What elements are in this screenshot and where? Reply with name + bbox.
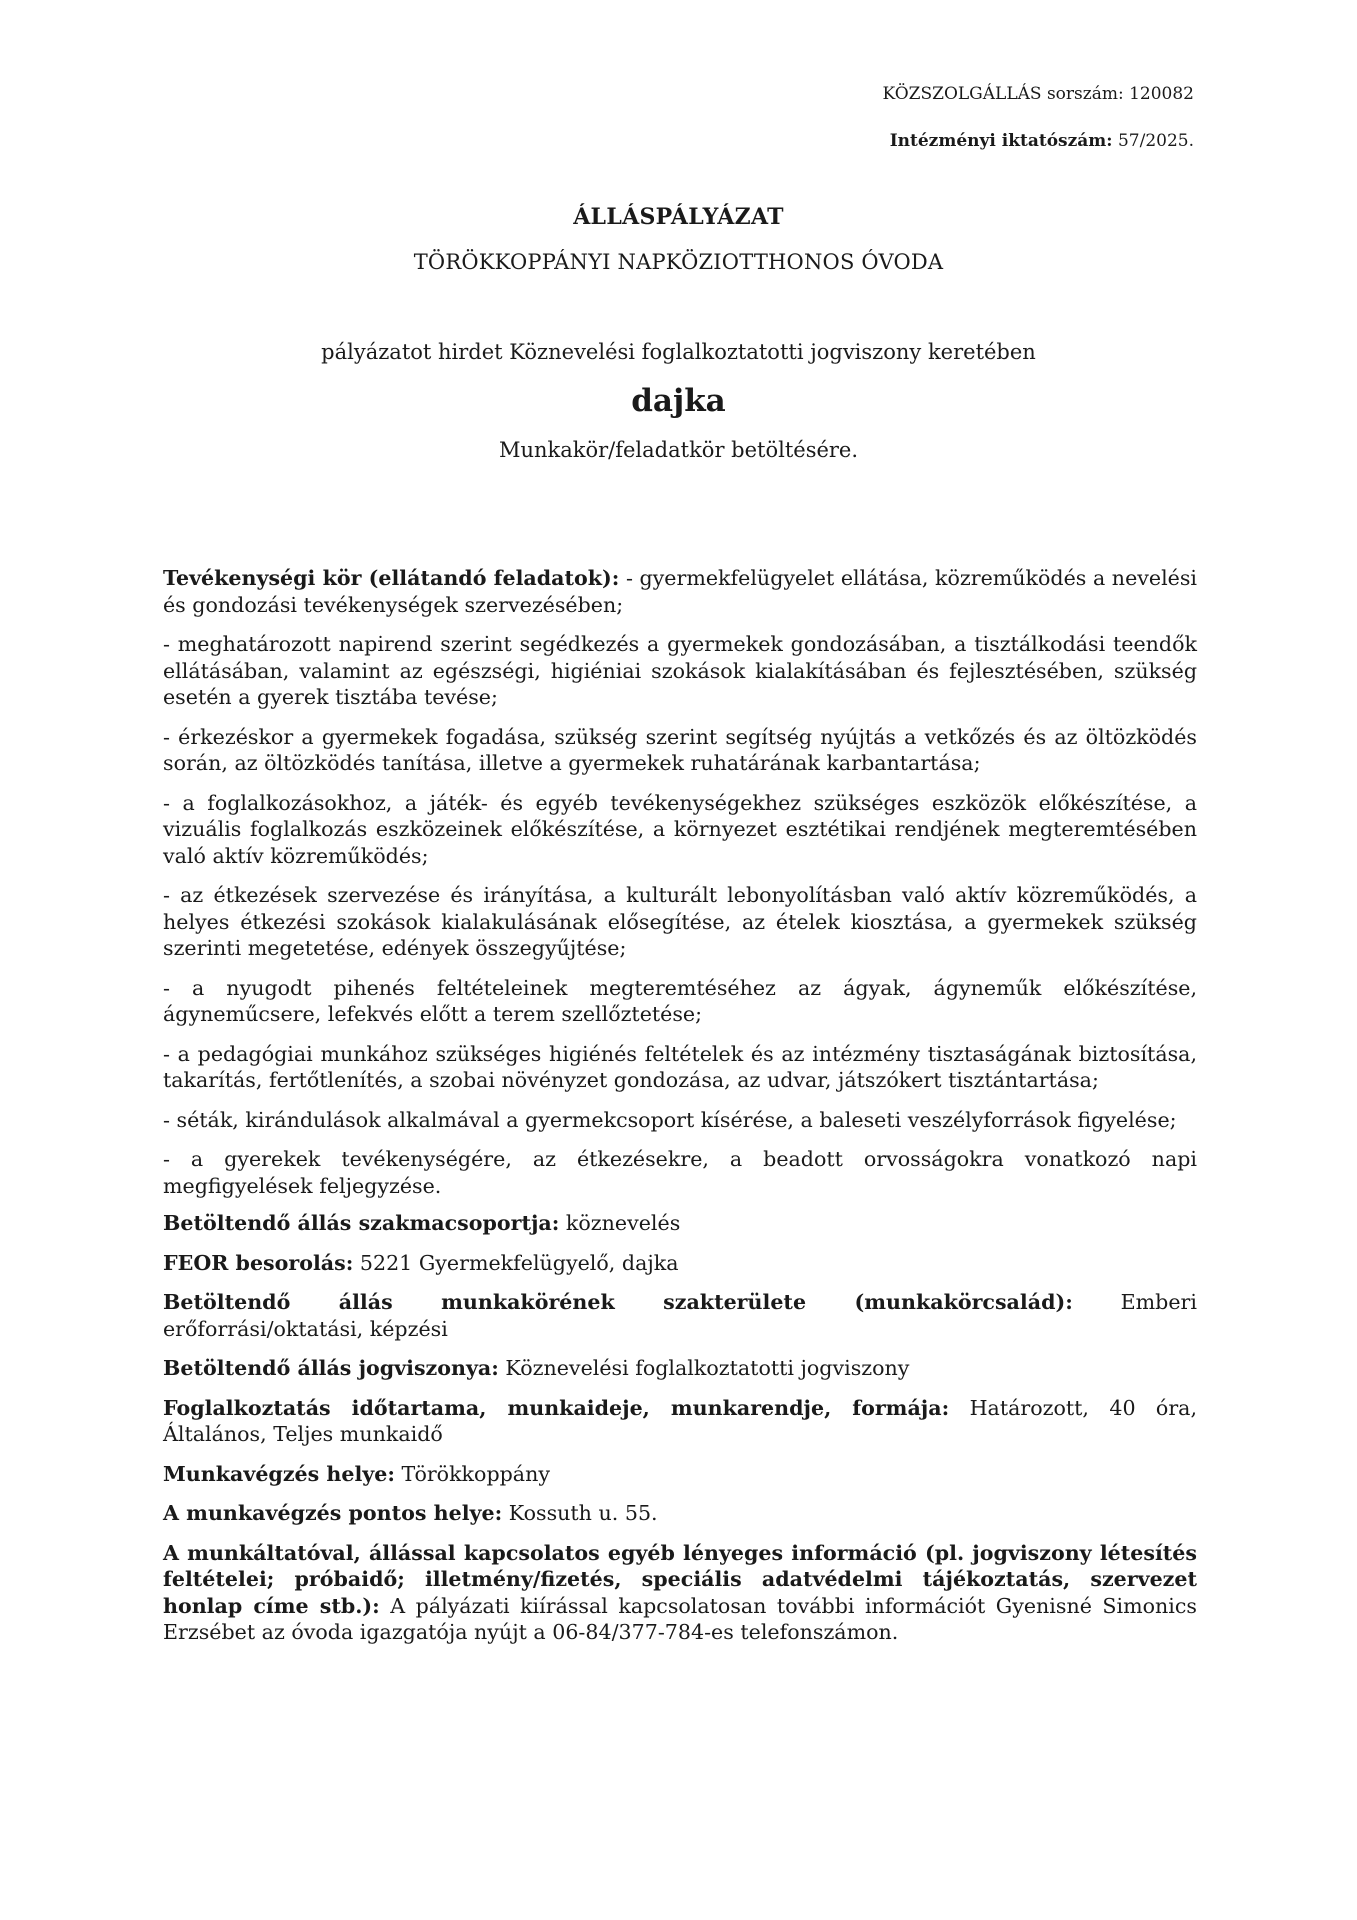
file-label: Intézményi iktatószám: bbox=[889, 131, 1113, 151]
field-label: A munkáltatóval, állással kapcsolatos egyéb lényeges információ (pl. jogviszony létesítés feltételei; próbaidő; illetmény/fizetés, speciális adatvédelmi tájékoztatás, szervezet honlap címe stb.): bbox=[163, 1540, 1197, 1618]
field-value: Köznevelési foglalkoztatotti jogviszony bbox=[498, 1356, 910, 1380]
public-service-ref bbox=[883, 84, 1195, 104]
document-body bbox=[163, 565, 1197, 1659]
field-job-family bbox=[163, 1289, 1197, 1342]
file-value: 57/2025. bbox=[1117, 131, 1194, 151]
fill-line: Munkakör/feladatkör betöltésére. bbox=[498, 438, 859, 462]
field-label: Betöltendő állás munkakörének szakterülete (munkakörcsalád): bbox=[163, 1290, 1073, 1314]
duty-item: - a gyerekek tevékenységére, az étkezésekre, a beadott orvosságokra vonatkozó napi megfigyelések feljegyzése. bbox=[163, 1147, 1197, 1198]
field-value: Emberi erőforrási/oktatási, képzési bbox=[163, 1290, 1197, 1341]
field-value: 5221 Gyermekfelügyelő, dajka bbox=[353, 1250, 679, 1275]
institution-file-number bbox=[890, 131, 1194, 151]
field-value: Törökkoppány bbox=[394, 1461, 550, 1486]
document-title: ÁLLÁSPÁLYÁZAT bbox=[573, 204, 784, 230]
duty-item: - a foglalkozásokhoz, a játék- és egyéb tevékenységekhez szükséges eszközök előkészítése, a vizuális foglalkozás eszközeinek előkészítése, a környezet esztétikai rendjének megteremtésében való aktív közreműködés; bbox=[163, 790, 1197, 868]
field-profession-group bbox=[163, 1210, 1197, 1237]
field-value: Kossuth u. 55. bbox=[502, 1501, 658, 1525]
duties-intro bbox=[163, 565, 1197, 618]
field-exact-location bbox=[163, 1500, 1197, 1527]
field-label: Foglalkoztatás időtartama, munkaideje, munkarendje, formája: bbox=[163, 1395, 950, 1420]
field-label: Munkavégzés helye: bbox=[163, 1461, 395, 1486]
position-name: dajka bbox=[631, 383, 726, 419]
field-work-location bbox=[163, 1461, 1197, 1488]
ref-label: KÖZSZOLGÁLLÁS sorszám: bbox=[882, 84, 1124, 104]
ref-value: 120082 bbox=[1129, 84, 1194, 104]
field-value: köznevelés bbox=[559, 1211, 681, 1235]
field-label: FEOR besorolás: bbox=[163, 1250, 354, 1275]
field-other-info bbox=[163, 1540, 1197, 1646]
field-value: Határozott, 40 óra, Általános, Teljes munkaidő bbox=[163, 1395, 1197, 1446]
duty-item: - meghatározott napirend szerint segédkezés a gyermekek gondozásában, a tisztálkodási teendők ellátásában, valamint az egészségi, higiéniai szokások kialakításában és fejlesztésében, szükség esetén a gyerek tisztába tevése; bbox=[163, 632, 1197, 709]
duties-label: Tevékenységi kör (ellátandó feladatok): bbox=[163, 566, 620, 590]
duty-item: - az étkezések szervezése és irányítása, a kulturált lebonyolításban való aktív közreműködés, a helyes étkezési szokások kialakulásának elősegítése, az ételek kiosztása, a gyermekek szükség szerinti megetetése, edények összegyűjtése; bbox=[163, 883, 1197, 960]
field-employment-terms bbox=[163, 1395, 1197, 1448]
duty-item: - érkezéskor a gyermekek fogadása, szükség szerint segítség nyújtás a vetkőzés és az öltözködés során, az öltözködés tanítása, illetve a gyermekek ruhatárának karbantartása; bbox=[163, 724, 1197, 775]
intro-line: pályázatot hirdet Köznevelési foglalkoztatotti jogviszony keretében bbox=[321, 340, 1036, 364]
field-label: Betöltendő állás szakmacsoportja: bbox=[163, 1211, 560, 1235]
field-label: Betöltendő állás jogviszonya: bbox=[163, 1356, 499, 1380]
field-value: A pályázati kiírással kapcsolatosan további információt Gyenisné Simonics Erzsébet az óvoda igazgatója nyújt a 06-84/377-784-es telefonszámon. bbox=[163, 1593, 1197, 1644]
institution-name: TÖRÖKKOPPÁNYI NAPKÖZIOTTHONOS ÓVODA bbox=[413, 250, 944, 274]
duties-first: - gyermekfelügyelet ellátása, közreműködés a nevelési és gondozási tevékenységek szervezésében; bbox=[163, 566, 1198, 617]
duty-item: - a nyugodt pihenés feltételeinek megteremtéséhez az ágyak, ágyneműk előkészítése, ágyneműcsere, lefekvés előtt a terem szellőztetése; bbox=[163, 975, 1197, 1026]
duty-item: - a pedagógiai munkához szükséges higiénés feltételek és az intézmény tisztaságának biztosítása, takarítás, fertőtlenítés, a szobai növényzet gondozása, az udvar, játszókert tisztántartása; bbox=[163, 1041, 1197, 1092]
field-legal-relationship bbox=[163, 1355, 1197, 1382]
field-label: A munkavégzés pontos helye: bbox=[163, 1501, 503, 1525]
field-feor bbox=[163, 1250, 1197, 1277]
duty-item: - séták, kirándulások alkalmával a gyermekcsoport kísérése, a baleseti veszélyforrások figyelése; bbox=[163, 1107, 1177, 1132]
